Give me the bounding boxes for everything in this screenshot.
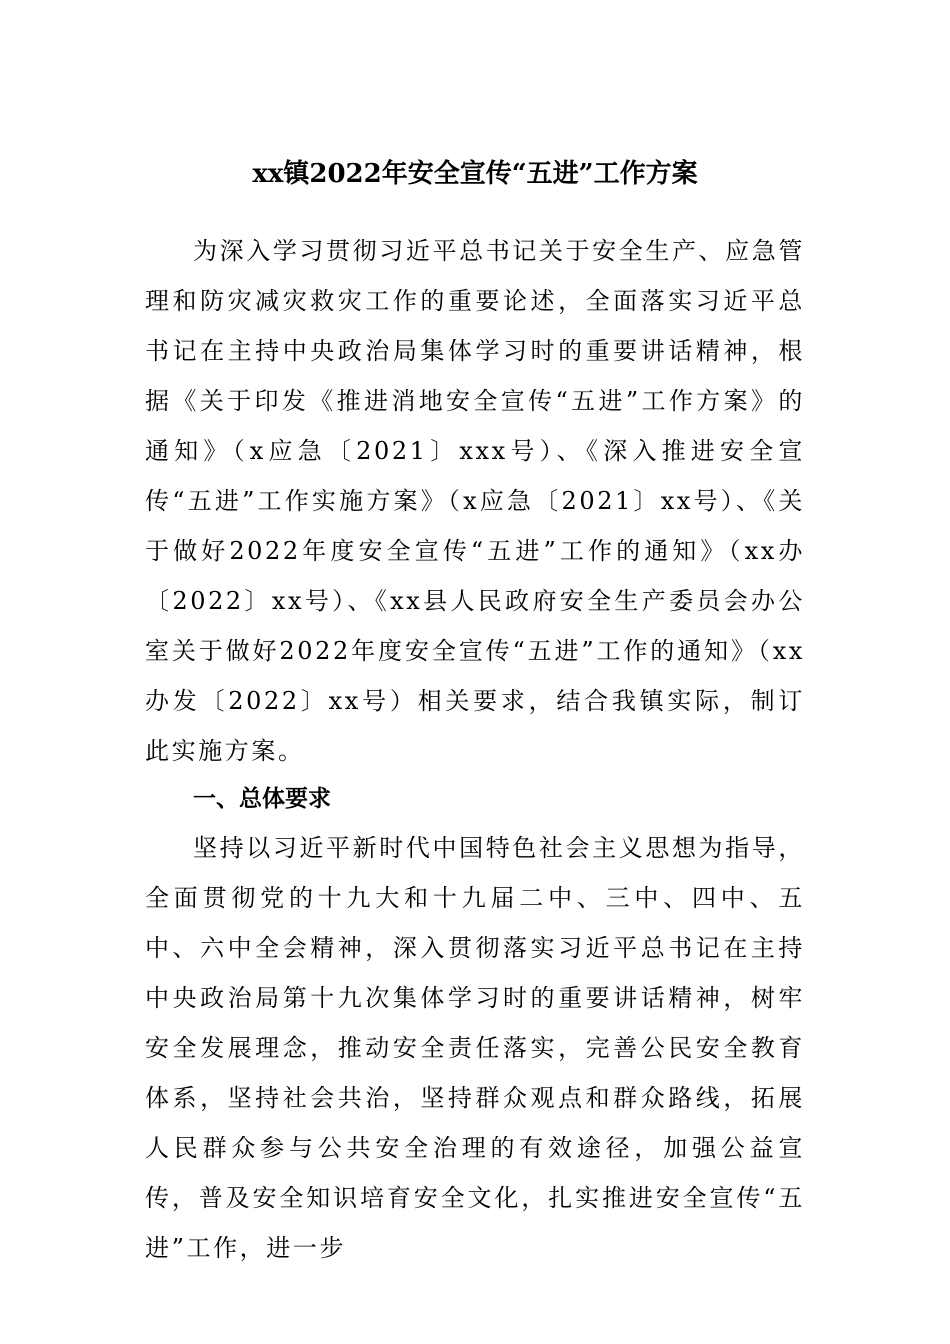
intro-paragraph-block xyxy=(145,226,805,776)
document-title: xx镇2022年安全宣传“五进”工作方案 xyxy=(252,159,698,189)
section-heading-general-requirements: 一、总体要求 xyxy=(193,786,331,812)
intro-paragraph: 为深入学习贯彻习近平总书记关于安全生产、应急管理和防灾减灾救灾工作的重要论述，全面落实习近平总书记在主持中央政治局集体学习时的重要讲话精神，根据《关于印发《推进消地安全宣传“五进”工作方案》的通知》（x应急〔2021〕xxx号）、《深入推进安全宣传“五进”工作实施方案》（x应急〔2021〕xx号）、《关于做好2022年度安全宣传“五进”工作的通知》（xx办〔2022〕xx号）、《xx县人民政府安全生产委员会办公室关于做好2022年度安全宣传“五进”工作的通知》（xx办发〔2022〕xx号）相关要求，结合我镇实际，制订此实施方案。 xyxy=(145,237,805,765)
section1-paragraph-block xyxy=(145,823,805,1273)
section1-paragraph: 坚持以习近平新时代中国特色社会主义思想为指导，全面贯彻党的十九大和十九届二中、三中、四中、五中、六中全会精神，深入贯彻落实习近平总书记在主持中央政治局第十九次集体学习时的重要讲话精神，树牢安全发展理念，推动安全责任落实，完善公民安全教育体系，坚持社会共治，坚持群众观点和群众路线，拓展人民群众参与公共安全治理的有效途径，加强公益宣传，普及安全知识培育安全文化，扎实推进安全宣传“五进”工作，进一步 xyxy=(145,834,805,1262)
